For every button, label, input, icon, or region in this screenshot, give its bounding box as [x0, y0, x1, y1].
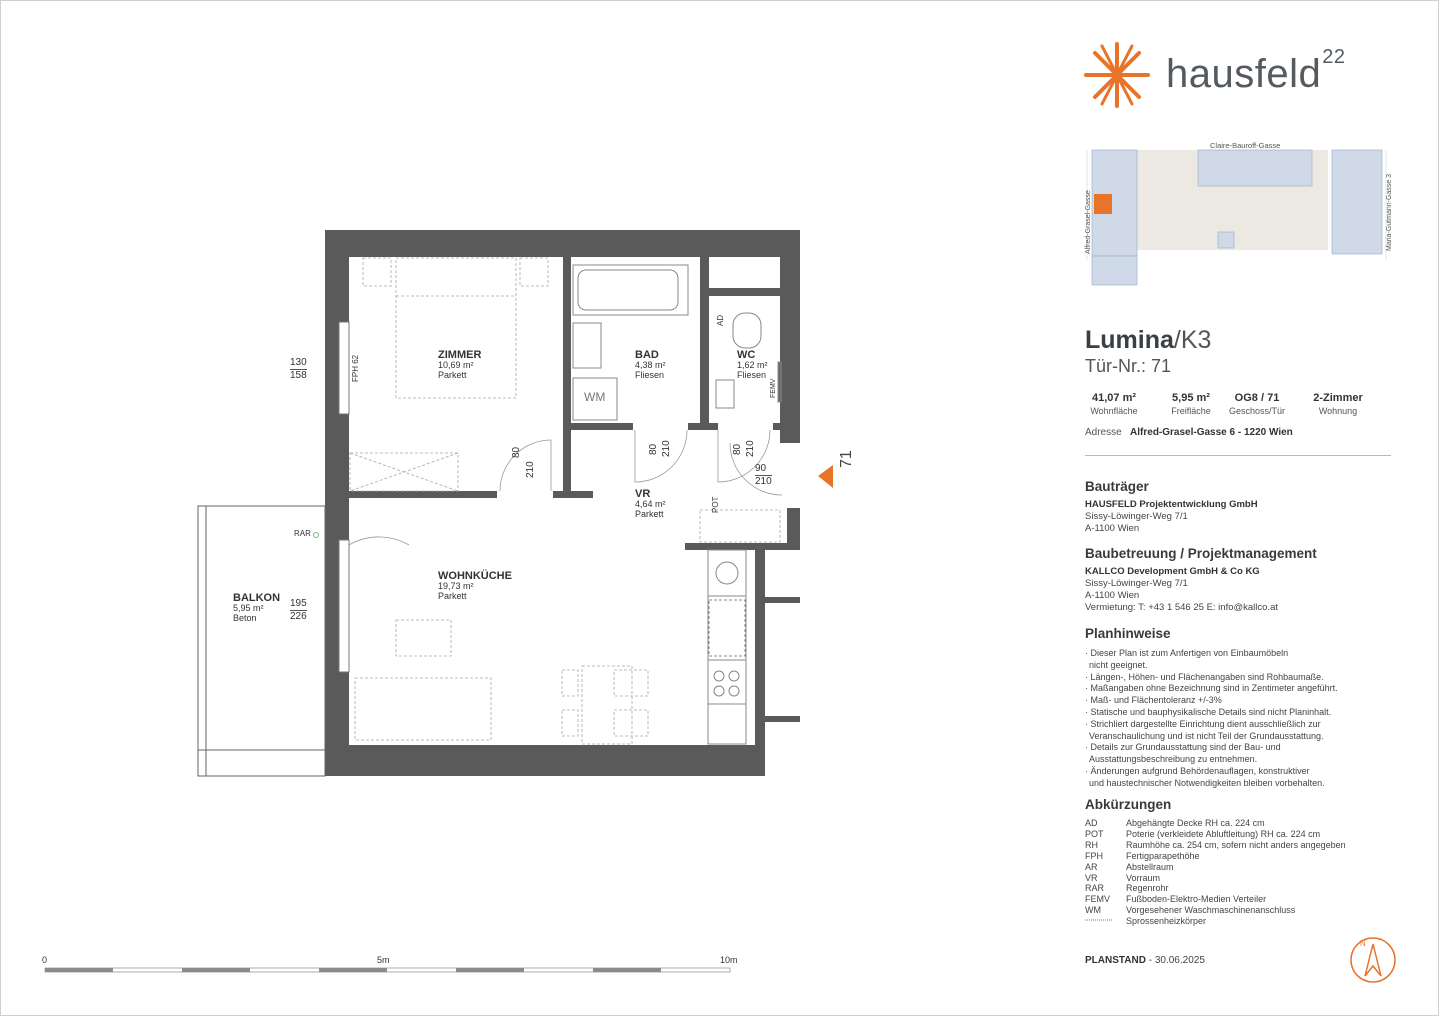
project-name: Lumina	[1085, 326, 1174, 354]
abbr-row	[1085, 862, 1346, 873]
washbasin	[573, 323, 601, 368]
opening-width: 80	[648, 443, 659, 455]
opening-width: 80	[732, 443, 743, 455]
abbr-row	[1085, 851, 1346, 862]
opening-width: 80	[511, 446, 522, 458]
wall-bad-wc	[700, 257, 709, 430]
rar-label: RAR	[294, 529, 311, 538]
wall-zimmer-south-b	[553, 491, 593, 498]
notes-heading: Planhinweise	[1085, 626, 1171, 641]
wall-east-lower	[755, 543, 765, 776]
room-area: 1,62 m²	[737, 360, 768, 370]
room-area: 4,64 m²	[635, 499, 666, 509]
abbr-code: VR	[1085, 872, 1098, 883]
balcony	[198, 506, 325, 776]
door-number: 71	[1151, 356, 1172, 376]
developer-heading: Bauträger	[1085, 479, 1149, 494]
abbr-code: RH	[1085, 839, 1098, 850]
brand-logo-icon	[1082, 40, 1152, 110]
room-name: WOHNKÜCHE	[438, 570, 512, 582]
wardrobe-vr	[700, 510, 780, 542]
opening-entrance-door	[755, 463, 772, 488]
room-balkon	[233, 593, 280, 623]
address-label: Adresse	[1085, 427, 1122, 438]
management-heading: Baubetreuung / Projektmanagement	[1085, 546, 1317, 561]
bathtub	[573, 265, 688, 315]
notes-list	[1085, 648, 1385, 790]
stat-label: Freifläche	[1171, 406, 1211, 416]
street-west: Alfred-Grasel-Gasse	[1085, 190, 1092, 254]
toilet	[733, 313, 761, 348]
window-wohnkueche	[339, 540, 349, 672]
dining-table	[582, 666, 632, 744]
planstand-date: 30.06.2025	[1154, 955, 1205, 966]
stat-wohnflaeche	[1074, 392, 1154, 416]
stat-value: 5,95 m²	[1172, 392, 1210, 404]
project-separator: /	[1173, 326, 1181, 354]
developer-street: Sissy-Löwinger-Weg 7/1	[1085, 511, 1188, 522]
wall-wc-south	[773, 423, 800, 430]
abbr-row	[1085, 829, 1346, 840]
abbr-row	[1085, 873, 1346, 884]
abbr-row	[1085, 883, 1346, 894]
abbr-text: Regenrohr	[1126, 883, 1169, 894]
stat-label: Geschoss/Tür	[1228, 406, 1286, 416]
abbr-text: Vorraum	[1126, 872, 1161, 883]
site-plan	[1086, 140, 1396, 290]
room-name: VR	[635, 488, 651, 500]
chair-4	[614, 710, 648, 736]
north-compass-icon	[1347, 932, 1399, 984]
abbr-code: FEMV	[1085, 894, 1111, 905]
note-line: · Statische und bauphysikalische Details sind nicht Planinhalt.	[1085, 706, 1332, 717]
street-north: Claire-Bauroff-Gasse	[1210, 141, 1281, 150]
wc-basin	[716, 380, 734, 408]
opening-zimmer-window	[290, 357, 307, 382]
note-line: nicht geeignet.	[1089, 659, 1148, 670]
project-block: K3	[1180, 326, 1212, 354]
abbr-row	[1085, 818, 1346, 829]
scale-tick-10m: 10m	[720, 955, 738, 965]
note-line: · Längen-, Höhen- und Flächenangaben sind Rohbaumaße.	[1085, 671, 1324, 682]
management-company	[1085, 566, 1260, 578]
opening-height: 210	[661, 440, 672, 457]
abbr-row	[1085, 916, 1346, 927]
management-company-name: KALLCO Development GmbH & Co KG	[1085, 566, 1260, 577]
wm-label: WM	[584, 390, 606, 404]
femv-label: FEMV	[770, 378, 777, 398]
stat-value: 2-Zimmer	[1313, 392, 1363, 404]
brand-word: hausfeld	[1166, 52, 1322, 96]
abbr-text: Poterie (verkleidete Abluftleitung) RH ca. 224 cm	[1126, 828, 1321, 839]
note-line: · Details zur Grundausstattung sind der Bau- und	[1085, 742, 1281, 753]
fridge	[709, 600, 745, 656]
room-zimmer	[438, 350, 481, 380]
room-floor: Parkett	[438, 370, 467, 380]
brand-superscript: 22	[1322, 46, 1346, 68]
room-area: 19,73 m²	[438, 581, 474, 591]
abbr-code: RAR	[1085, 883, 1105, 894]
planstand-label: PLANSTAND	[1085, 955, 1146, 966]
coffee-table	[396, 620, 451, 656]
opening-balcony-door	[290, 598, 307, 623]
wall-east-upper	[780, 230, 800, 443]
opening-zimmer-door	[512, 428, 522, 458]
street-east: Maria-Gutmann-Gasse 3	[1386, 173, 1393, 251]
scale-bar	[45, 968, 730, 972]
abbr-code: FPH	[1085, 850, 1103, 861]
room-area: 10,69 m²	[438, 360, 474, 370]
opening-width: 130	[290, 357, 307, 368]
abbr-text: Abgehängte Decke RH ca. 224 cm	[1126, 818, 1265, 828]
room-wc	[737, 350, 768, 380]
balcony-outline	[198, 506, 325, 776]
note-line: Ausstattungsbeschreibung zu entnehmen.	[1089, 754, 1258, 765]
site-building-east	[1332, 150, 1382, 254]
management-city: A-1100 Wien	[1085, 590, 1140, 601]
svg-text:N: N	[1360, 939, 1366, 948]
note-line: · Maßangaben ohne Bezeichnung sind in Zentimeter angeführt.	[1085, 683, 1338, 694]
chair-3	[614, 670, 648, 696]
scale-tick-5m: 5m	[377, 955, 390, 965]
abbr-code: WM	[1085, 905, 1101, 916]
abbr-row	[1085, 894, 1346, 905]
entrance-arrow	[818, 465, 833, 488]
fph-label: FPH 62	[351, 354, 360, 382]
radiator-symbol-icon	[1085, 916, 1126, 927]
developer-company	[1085, 499, 1258, 511]
rar-marker	[312, 531, 320, 539]
note-line: Veranschaulichung und ist nicht Teil der Grundausstattung.	[1089, 730, 1324, 741]
wall-south	[325, 745, 755, 776]
wall-bad-south-a	[563, 423, 633, 430]
abbr-text: Sprossenheizkörper	[1126, 916, 1207, 927]
nightstand-right	[520, 258, 548, 286]
abbr-code: POT	[1085, 828, 1104, 839]
window-zimmer	[339, 322, 349, 414]
room-floor: Fliesen	[635, 370, 665, 380]
radiator-icon	[1085, 916, 1115, 924]
room-name: WC	[737, 349, 756, 361]
stat-label: Wohnung	[1318, 406, 1358, 416]
opening-height: 210	[525, 461, 536, 478]
stat-value: OG8 / 71	[1234, 392, 1280, 404]
abbr-text: Vorgesehener Waschmaschinenanschluss	[1126, 905, 1296, 916]
management-contact: Vermietung: T: +43 1 546 25 E: info@kallco.at	[1085, 602, 1278, 613]
opening-height: 226	[290, 611, 307, 622]
abbreviations-list	[1085, 818, 1346, 927]
room-area: 4,38 m²	[635, 360, 666, 370]
note-line: · Änderungen aufgrund Behördenauflagen, konstruktiver	[1085, 765, 1310, 776]
brand-name	[1166, 46, 1346, 97]
room-vr	[635, 489, 666, 519]
entrance-number: 71	[838, 450, 855, 468]
room-area: 5,95 m²	[233, 603, 264, 613]
opening-width: 90	[755, 463, 772, 476]
nightstand-left	[363, 258, 391, 286]
room-name: ZIMMER	[438, 349, 482, 361]
chair-1	[562, 670, 578, 696]
room-bad	[635, 350, 666, 380]
opening-bad-door-h	[662, 440, 672, 457]
address-value: Alfred-Grasel-Gasse 6 - 1220 Wien	[1130, 427, 1293, 438]
management-street: Sissy-Löwinger-Weg 7/1	[1085, 578, 1188, 589]
room-name: BAD	[635, 349, 659, 361]
project-title	[1085, 326, 1211, 355]
developer-company-name: HAUSFELD Projektentwicklung GmbH	[1085, 499, 1258, 510]
wall-north	[325, 230, 800, 257]
note-line: · Dieser Plan ist zum Anfertigen von Einbaumöbeln	[1085, 648, 1289, 658]
note-line: · Maß- und Flächentoleranz +/-3%	[1085, 695, 1222, 706]
room-name: BALKON	[233, 592, 281, 604]
note-line: und haustechnischer Notwendigkeiten bleiben vorbehalten.	[1089, 777, 1325, 788]
site-highlight-unit	[1094, 194, 1112, 214]
abbr-code: AR	[1085, 861, 1098, 872]
room-floor: Fliesen	[737, 370, 767, 380]
wall-shaft	[765, 597, 800, 603]
wall-zimmer-south-a	[349, 491, 497, 498]
opening-wc-door-h	[746, 440, 756, 457]
room-floor: Beton	[233, 613, 257, 623]
wall-east-pier	[787, 508, 800, 550]
opening-zimmer-door-h	[526, 448, 536, 478]
opening-width: 195	[290, 598, 307, 609]
door-label: Tür-Nr.:	[1085, 356, 1146, 376]
opening-height: 210	[745, 440, 756, 457]
chair-2	[562, 710, 578, 736]
note-line: · Strichliert dargestellte Einrichtung dient ausschließlich zur	[1085, 718, 1321, 729]
developer-city: A-1100 Wien	[1085, 523, 1140, 534]
abbr-row	[1085, 840, 1346, 851]
stat-value: 41,07 m²	[1091, 392, 1137, 404]
abbr-text: Abstellraum	[1126, 861, 1174, 872]
opening-bad-door	[649, 444, 659, 455]
wall-west	[325, 230, 349, 776]
opening-wc-door	[733, 444, 743, 455]
wall-wc-north	[700, 288, 780, 296]
stat-geschoss	[1217, 392, 1297, 416]
room-floor: Parkett	[635, 509, 664, 519]
ad-label: AD	[716, 314, 725, 326]
abbr-text: Fertigparapethöhe	[1126, 850, 1200, 861]
wall-shaft-2	[765, 716, 800, 722]
door-number-line	[1085, 356, 1171, 377]
divider	[1085, 455, 1391, 456]
abbr-text: Fußboden-Elektro-Medien Verteiler	[1126, 894, 1267, 905]
site-building-north	[1198, 150, 1312, 186]
kitchen	[708, 550, 746, 744]
kitchen-counter	[708, 550, 746, 744]
abbreviations-heading: Abkürzungen	[1085, 797, 1172, 812]
sofa	[355, 678, 491, 740]
sink	[716, 562, 738, 584]
opening-height: 158	[290, 370, 307, 381]
address-line	[1085, 427, 1293, 438]
room-wohnkueche	[438, 571, 512, 601]
wall-vr-south	[685, 543, 800, 550]
abbr-row	[1085, 905, 1346, 916]
stat-zimmer	[1298, 392, 1378, 416]
abbr-code: AD	[1085, 818, 1098, 828]
planstand: PLANSTAND - 30.06.2025	[1085, 955, 1205, 966]
room-floor: Parkett	[438, 591, 467, 601]
abbr-text: Raumhöhe ca. 254 cm, sofern nicht anders angegeben	[1126, 839, 1346, 850]
scale-tick-0: 0	[42, 955, 48, 965]
wall-zimmer-bad	[563, 257, 571, 497]
stat-label: Wohnfläche	[1090, 406, 1138, 416]
opening-height: 210	[755, 476, 772, 487]
pot-label: POT	[711, 496, 720, 513]
